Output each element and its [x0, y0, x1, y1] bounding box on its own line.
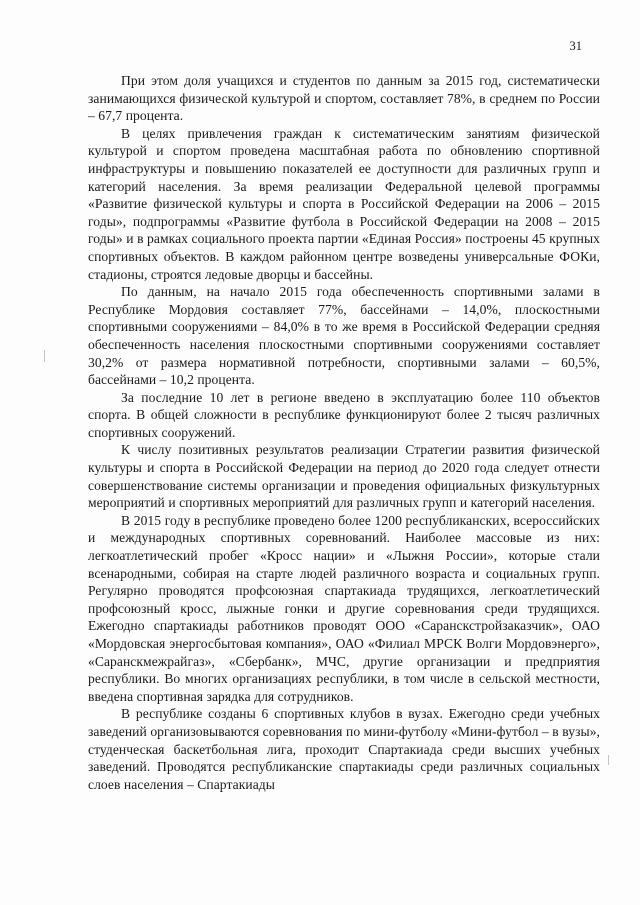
- scan-artifact-right: [608, 755, 609, 765]
- paragraph-3: По данным, на начало 2015 года обеспеченность спортивными залами в Республике Мордовия составляет 77%, бассейнами – 14,0%, плоскостными спортивными сооружениями – 84,0% в то же время в Российской Федерации средняя обеспеченность населения плоскостными спортивными сооружениями составляет 30,2% от размера нормативной потребности, спортивными залами – 60,5%, бассейнами – 10,2 процента.: [88, 284, 600, 388]
- paragraph-4: За последние 10 лет в регионе введено в эксплуатацию более 110 объектов спорта. В общей сложности в республике функционируют более 2 тысяч различных спортивных сооружений.: [88, 389, 600, 440]
- paragraph-1: При этом доля учащихся и студентов по данным за 2015 год, систематически занимающихся физической культурой и спортом, составляет 78%, в среднем по России – 67,7 процента.: [88, 73, 600, 124]
- paragraph-5: К числу позитивных результатов реализации Стратегии развития физической культуры и спорта в Российской Федерации на период до 2020 года следует отнести совершенствование системы организации и проведения официальных физкультурных мероприятий и спортивных мероприятий для различных групп и категорий населения.: [88, 442, 600, 511]
- body-text: [88, 72, 600, 793]
- paragraph-7: В республике созданы 6 спортивных клубов в вузах. Ежегодно среди учебных заведений организовываются соревнования по мини-футболу «Мини-футбол – в вузы», студенческая баскетбольная лига, проходит Спартакиада среди высших учебных заведений. Проводятся республиканские спартакиады среди различных социальных слоев населения – Спартакиады: [88, 706, 600, 792]
- paragraph-6: В 2015 году в республике проведено более 1200 республиканских, всероссийских и международных спортивных соревнований. Наиболее массовые из них: легкоатлетический пробег «Кросс нации» и «Лыжня России», которые стали всенародными, собирая на старте людей различного возраста и социальных групп. Регулярно проводятся профсоюзная спартакиада трудящихся, легкоатлетический профсоюзный кросс, лыжные гонки и другие соревнования среди трудящихся. Ежегодно спартакиады работников проводят ООО «Саранскстройзаказчик», ОАО «Мордовская энергосбытовая компания», ОАО «Филиал МРСК Волги Мордовэнерго», «Саранскмежрайгаз», «Сбербанк», МЧС, другие организации и предприятия республики. Во многих организациях республики, в том числе в сельской местности, введена спортивная зарядка для сотрудников.: [88, 512, 600, 704]
- page-number: 31: [569, 39, 582, 53]
- paragraph-2: В целях привлечения граждан к систематическим занятиям физической культурой и спортом проведена масштабная работа по обновлению спортивной инфраструктуры и повышению показателей ее доступности для различных групп и категорий населения. За время реализации Федеральной целевой программы «Развитие физической культуры и спорта в Российской Федерации на 2006 – 2015 годы», подпрограммы «Развитие футбола в Российской Федерации на 2008 – 2015 годы» и в рамках социального проекта партии «Единая Россия» построены 45 крупных спортивных объектов. В каждом районном центре возведены универсальные ФОКи, стадионы, строятся ледовые дворцы и бассейны.: [88, 125, 600, 282]
- scan-artifact-left: [44, 350, 45, 362]
